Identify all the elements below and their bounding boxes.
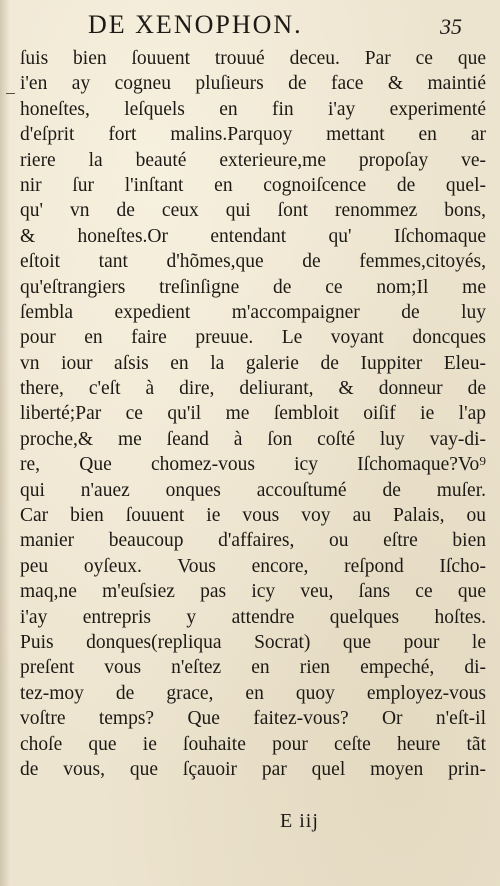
text-line: peu oyſeux. Vous encore, reſpond Iſcho- [20, 555, 486, 577]
text-line: re, Que chomez-vous icy Iſchomaque?Vo⁹ [20, 454, 486, 476]
text-line: there, c'eſt à dire, deliurant, & donneur de [20, 378, 486, 400]
text-line: i'en ay cogneu pluſieurs de face & maintié [20, 73, 486, 95]
text-line: maq,ne m'euſsiez pas icy veu, ſans ce que [20, 581, 486, 603]
text-line: tez-moy de grace, en quoy employez-vous [20, 682, 486, 704]
text-line: qui n'auez onques accouſtumé de muſer. [20, 479, 486, 501]
text-line: & honeſtes.Or entendant qu' Iſchomaque [20, 225, 486, 247]
page-number: 35 [440, 14, 462, 39]
text-line: qu'eſtrangiers treſinſigne de ce nom;Il me [20, 276, 486, 298]
text-line: d'eſprit fort malins.Parquoy mettant en ar [20, 124, 486, 146]
text-line: i'ay entrepris y attendre quelques hoſtes. [20, 606, 486, 628]
running-head [0, 6, 500, 42]
text-block [20, 46, 486, 782]
text-line: proche,& me ſeand à ſon coſté luy vay-di- [20, 428, 486, 450]
text-line: liberté;Par ce qu'il me ſembloit oiſif ie l'ap [20, 403, 486, 425]
text-line: Car bien ſouuent ie vous voy au Palais, ou [20, 505, 486, 527]
text-line: pour en faire preuue. Le voyant doncques [20, 327, 486, 349]
text-line: choſe que ie ſouhaite pour ceſte heure tãt [20, 733, 486, 755]
text-line: manier beaucoup d'affaires, ou eſtre bien [20, 530, 486, 552]
text-line: vn iour aſsis en la galerie de Iuppiter Eleu- [20, 352, 486, 374]
text-line: qu' vn de ceux qui ſont renommez bons, [20, 200, 486, 222]
text-line: Puis donques(repliqua Socrat) que pour le [20, 631, 486, 653]
text-line: ſembla expedient m'accompaigner de luy [20, 301, 486, 323]
text-line: nir ſur l'inſtant en cognoiſcence de quel- [20, 174, 486, 196]
signature-mark: E iij [280, 810, 319, 832]
gutter-shadow [0, 0, 10, 886]
margin-mark [6, 93, 15, 94]
text-line: riere la beauté exterieure,me propoſay ve- [20, 149, 486, 171]
text-line: de vous, que ſçauoir par quel moyen prin- [20, 758, 486, 780]
text-line: ſuis bien ſouuent trouué deceu. Par ce que [20, 48, 486, 69]
text-line: eſtoit tant d'hõmes,que de femmes,citoyés, [20, 251, 486, 273]
text-line: preſent vous n'eſtez en rien empeché, di- [20, 657, 486, 679]
text-line: honeſtes, leſquels en fin i'ay experimenté [20, 98, 486, 120]
running-title: DE XENOPHON. [88, 10, 303, 39]
text-line: voſtre temps? Que faitez-vous? Or n'eſt-il [20, 708, 486, 730]
